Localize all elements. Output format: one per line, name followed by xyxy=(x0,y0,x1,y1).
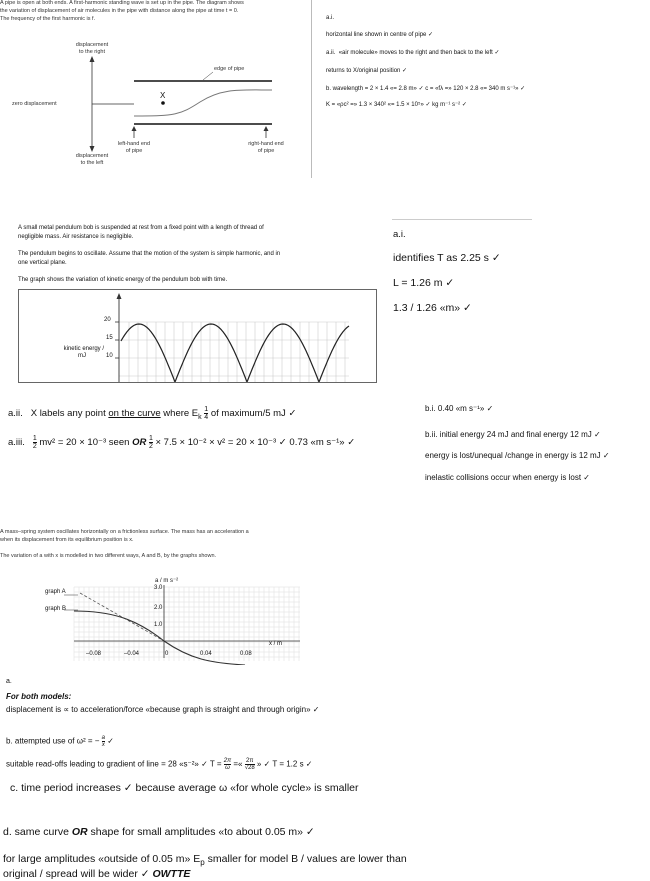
arrow-down-icon xyxy=(90,146,95,152)
q3-stem-line: The variation of a with x is modelled in two different ways, A and B, by the graphs shown. xyxy=(0,553,217,559)
q2-stem-line: A small metal pendulum bob is suspended at rest from a fixed point with a length of thread of xyxy=(18,225,264,231)
ms-line-aiii: a.iii. $\frac{1}{2}$ mv² = 20 × 10⁻³ seen OR $\frac{1}{2}$ × 7.5 × 10⁻² × v² = 20 × 10⁻³ ✓ 0.73 «m s⁻¹» ✓ xyxy=(8,435,356,450)
ms-line: energy is lost/unequal /change in energy is 12 mJ ✓ xyxy=(425,451,610,460)
y-axis-label: a / m s⁻² xyxy=(155,578,179,584)
ms-line: For both models: xyxy=(6,692,72,701)
ms-line: b. wavelength = 2 × 1.4 «= 2.8 m» ✓ c = «fλ =» 120 × 2.8 «= 340 m s⁻¹» ✓ xyxy=(326,86,526,92)
label-right-end: right-hand end of pipe xyxy=(248,141,284,154)
ms-line: original / spread will be wider ✓ OWTTE xyxy=(3,868,191,880)
ms-line: for large amplitudes «outside of 0.05 m» $E_p$ smaller for model B / values are lower than xyxy=(3,853,407,868)
molecule-x-label: X xyxy=(160,91,166,100)
ms-line: c. time period increases ✓ because average ω «for whole cycle» is smaller xyxy=(10,782,359,794)
ms-line: b. attempted use of ω² = − $\frac{a}{x}$ ✓ xyxy=(6,735,114,748)
divider xyxy=(392,219,532,220)
ms-line: horizontal line shown in centre of pipe ✓ xyxy=(326,32,434,38)
ke-curve xyxy=(121,324,349,382)
x-tick-label: 0 xyxy=(165,651,169,657)
divider xyxy=(311,0,312,178)
label-left-end: left-hand end of pipe xyxy=(117,141,151,154)
y-tick-label: 20 xyxy=(104,317,111,323)
ke-graph xyxy=(19,290,376,382)
q2-stem-line: one vertical plane. xyxy=(18,260,67,266)
ms-label: a.i. xyxy=(393,229,406,240)
ms-line: K = «ρc² =» 1.3 × 340² «= 1.5 × 10⁵» ✓ kg m⁻¹ s⁻² ✓ xyxy=(326,102,467,108)
ms-line: identifies T as 2.25 s ✓ xyxy=(393,252,501,264)
y-tick-label: 10 xyxy=(106,353,113,359)
y-tick-label: 15 xyxy=(106,335,113,341)
edge-pointer xyxy=(203,72,213,80)
ms-line: L = 1.26 m ✓ xyxy=(393,277,455,289)
x-tick-label: –0.04 xyxy=(124,651,140,657)
arrow-up-icon xyxy=(117,293,122,299)
ke-axis-label: kinetic energy / mJ xyxy=(63,346,104,359)
ms-line: b.ii. initial energy 24 mJ and final energy 12 mJ ✓ xyxy=(425,430,601,439)
label-displacement-left: displacement to the left xyxy=(75,153,109,166)
y-tick-label: 1.0 xyxy=(154,622,163,628)
arrow-up-icon xyxy=(132,126,137,131)
arrow-up-icon xyxy=(264,126,269,131)
x-tick-label: –0.08 xyxy=(86,651,102,657)
vertical-grid xyxy=(129,322,345,382)
ms-label: a.i. xyxy=(326,15,335,21)
q3-stem-line: when its displacement from its equilibrium position is x. xyxy=(0,537,134,543)
ms-line: 1.3 / 1.26 «m» ✓ xyxy=(393,302,472,314)
grid xyxy=(74,587,300,661)
label-edge-of-pipe: edge of pipe xyxy=(214,66,245,72)
label-displacement-right: displacement to the right xyxy=(75,42,109,55)
x-tick-label: 0.04 xyxy=(200,651,212,657)
ms-line: d. same curve OR shape for small amplitudes «to about 0.05 m» ✓ xyxy=(3,826,315,838)
x-tick-label: 0.08 xyxy=(240,651,252,657)
arrow-up-icon xyxy=(90,56,95,62)
a-vs-x-graph xyxy=(40,573,310,665)
ms-line-aii: a.ii. X labels any point on the curve where $E_k$ $\frac{1}{4}$ of maximum/5 mJ ✓ xyxy=(8,406,297,421)
air-molecule-dot xyxy=(161,101,165,105)
y-tick-label: 2.0 xyxy=(154,605,163,611)
q1-stem-line: the variation of displacement of air molecules in the pipe with distance along the pipe at time t = 0. xyxy=(0,8,239,14)
grid xyxy=(119,322,349,376)
q3-stem-line: A mass–spring system oscillates horizontally on a frictionless surface. The mass has an acceleration a xyxy=(0,529,249,535)
q2-stem-line: The pendulum begins to oscillate. Assume that the motion of the system is simple harmonic, and in xyxy=(18,251,281,257)
displacement-curve xyxy=(134,90,272,116)
ms-line: returns to X/original position ✓ xyxy=(326,68,408,74)
ke-graph-frame xyxy=(18,289,377,383)
ms-line: suitable read-offs leading to gradient of line = 28 «s⁻²» ✓ T = $\frac{2\pi}{\omega}$ =« $\frac{2\pi}{√28}$ » ✓ T = 1.2 s ✓ xyxy=(6,758,313,771)
ms-line: displacement is ∝ to acceleration/force «because graph is straight and through origin» ✓ xyxy=(6,705,320,714)
graph-a-label: graph A xyxy=(45,589,66,595)
y-tick-label: 3.0 xyxy=(154,585,163,591)
q2-stem-line: The graph shows the variation of kinetic energy of the pendulum bob with time. xyxy=(18,277,228,283)
ms-line: inelastic collisions occur when energy is lost ✓ xyxy=(425,473,590,482)
ms-label: a. xyxy=(6,678,12,685)
ms-line: b.i. 0.40 «m s⁻¹» ✓ xyxy=(425,404,494,413)
q1-stem-line: The frequency of the first harmonic is f. xyxy=(0,16,96,22)
graph-b-label: graph B xyxy=(45,606,67,612)
x-axis-label: x / m xyxy=(269,641,282,647)
q2-stem-line: negligible mass. Air resistance is negligible. xyxy=(18,234,134,240)
ms-line: a.ii. «air molecule» moves to the right and then back to the left ✓ xyxy=(326,50,500,56)
label-zero-displacement: zero displacement xyxy=(12,101,57,107)
q1-stem-line: A pipe is open at both ends. A first-harmonic standing wave is set up in the pipe. The diagram shows xyxy=(0,0,244,6)
